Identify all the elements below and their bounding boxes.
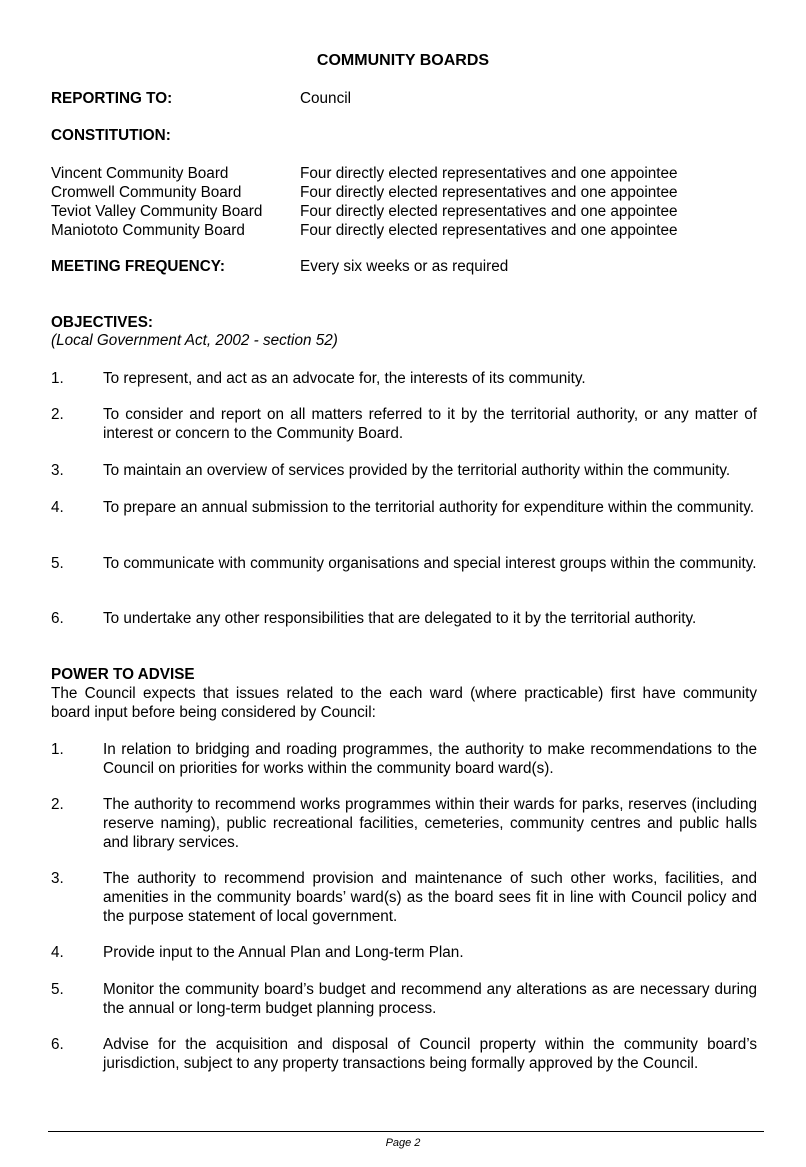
item-text: The authority to recommend works programmes within their wards for parks, reserves (including reserve naming), public recreational facilities, cemeteries, community centres and public halls and library services. [103,796,757,851]
item-number: 5. [51,555,64,572]
item-number: 3. [51,870,64,887]
board-name: Cromwell Community Board [51,184,242,201]
board-desc: Four directly elected representatives and one appointee [300,184,678,201]
item-text: Provide input to the Annual Plan and Long-term Plan. [103,944,464,961]
board-desc: Four directly elected representatives and one appointee [300,203,678,220]
meeting-value: Every six weeks or as required [300,258,509,275]
objectives-heading: OBJECTIVES: [51,314,153,331]
item-number: 5. [51,981,64,998]
item-number: 1. [51,741,64,758]
item-text: To consider and report on all matters referred to it by the territorial authority, or any matter of interest or concern to the Community Board. [103,406,757,442]
footer-divider [48,1131,764,1132]
objectives-subheading: (Local Government Act, 2002 - section 52) [51,332,338,349]
item-number: 2. [51,406,64,423]
board-name: Vincent Community Board [51,165,229,182]
item-text: To communicate with community organisations and special interest groups within the community. [103,555,757,572]
board-desc: Four directly elected representatives and one appointee [300,165,678,182]
page-number: Page 2 [385,1137,421,1149]
item-number: 1. [51,370,64,387]
item-text: To maintain an overview of services provided by the territorial authority within the community. [103,462,731,479]
item-text: To undertake any other responsibilities that are delegated to it by the territorial authority. [103,610,697,627]
item-number: 4. [51,499,64,516]
item-text: The authority to recommend provision and maintenance of such other works, facilities, and amenities in the community boards’ ward(s) as the board sees fit in line with Council policy and the purpose statement of local government. [103,870,757,925]
reporting-label: REPORTING TO: [51,90,173,107]
constitution-label: CONSTITUTION: [51,127,171,144]
reporting-value: Council [300,90,352,107]
board-name: Maniototo Community Board [51,222,245,239]
board-desc: Four directly elected representatives and one appointee [300,222,678,239]
item-text: In relation to bridging and roading programmes, the authority to make recommendations to the Council on priorities for works within the community board ward(s). [103,741,757,777]
page-title: COMMUNITY BOARDS [316,52,490,69]
item-text: Monitor the community board’s budget and recommend any alterations as are necessary during the annual or long-term budget planning process. [103,981,757,1017]
item-number: 3. [51,462,64,479]
item-number: 4. [51,944,64,961]
power-heading: POWER TO ADVISE [51,666,195,683]
item-text: To prepare an annual submission to the territorial authority for expenditure within the community. [103,499,755,516]
item-text: To represent, and act as an advocate for, the interests of its community. [103,370,586,387]
item-text: Advise for the acquisition and disposal of Council property within the community board’s jurisdiction, subject to any property transactions being formally approved by the Council. [103,1036,757,1072]
item-number: 6. [51,610,64,627]
power-intro: The Council expects that issues related to the each ward (where practicable) first have community board input before being considered by Council: [51,685,757,721]
item-number: 2. [51,796,64,813]
meeting-label: MEETING FREQUENCY: [51,258,225,275]
item-number: 6. [51,1036,64,1053]
board-name: Teviot Valley Community Board [51,203,263,220]
